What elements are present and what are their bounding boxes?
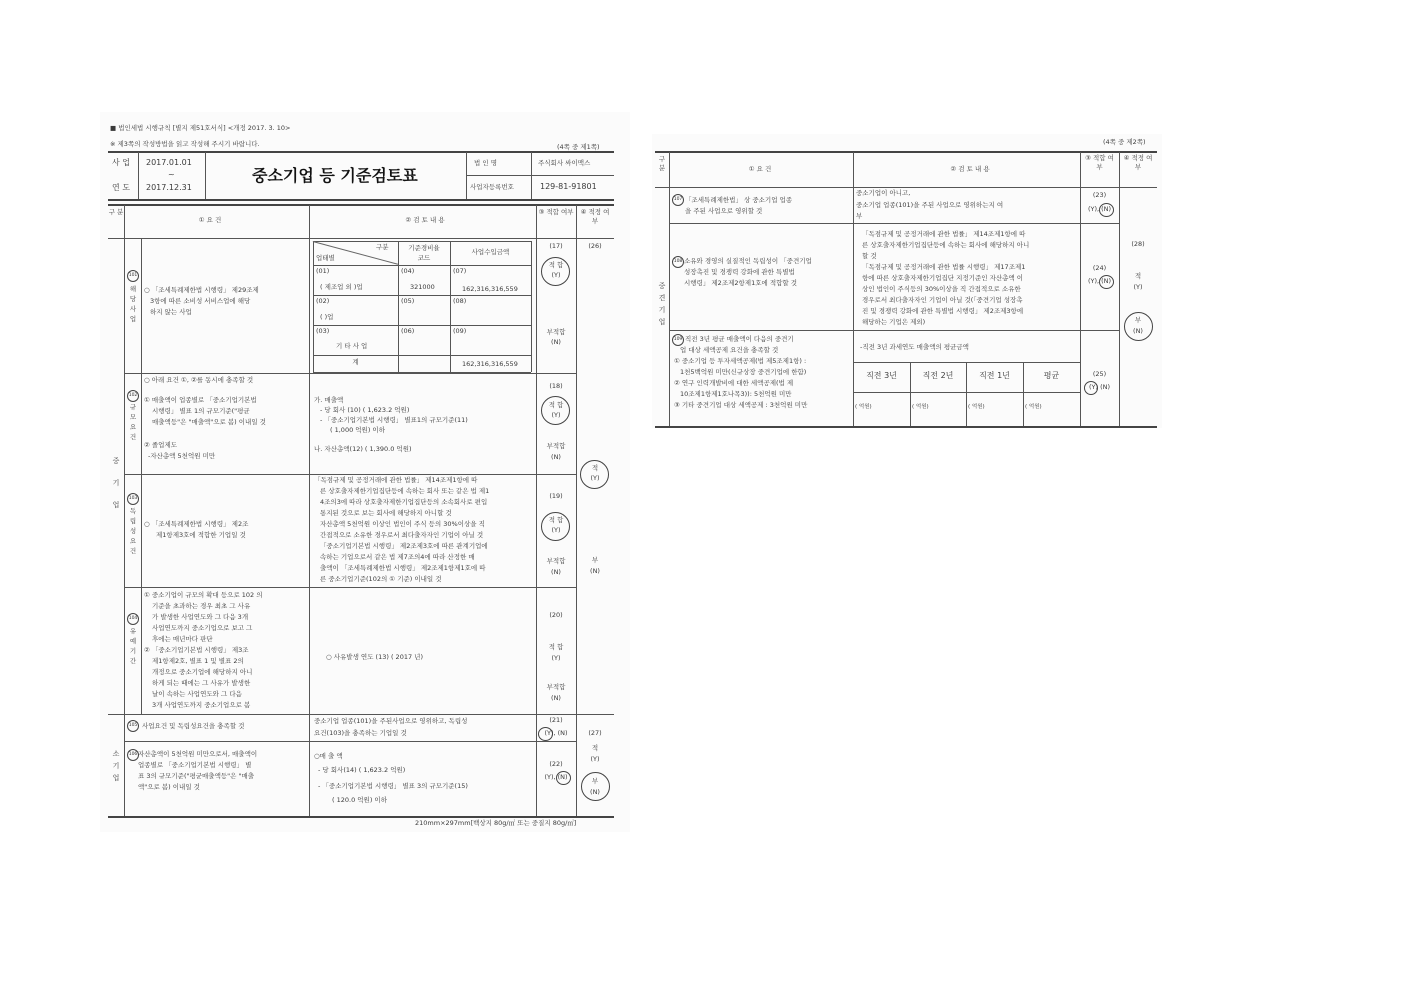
propriety-option: 부 xyxy=(591,556,599,564)
requirement-text: ② 연구 인력개발비에 대한 세액공제(법 제 xyxy=(674,379,794,387)
review-text: 「중소기업기본법 시행령」 제2조제3호에 따른 관계기업에 xyxy=(320,542,488,550)
propriety-option: 적 xyxy=(1134,272,1142,280)
fit-option: (Y), (N) xyxy=(1087,277,1112,285)
review-text: - 「중소기업기본법 시행령」 별표1의 규모기준(11) xyxy=(320,416,468,424)
fit-option: (Y), (N) xyxy=(1087,205,1112,213)
table-header: 코드 xyxy=(417,254,431,262)
biz-no: 129-81-91801 xyxy=(540,182,597,191)
item-number-icon: 106 xyxy=(127,749,139,761)
fit-option: (Y) xyxy=(551,654,561,662)
row-label: 독 립 성 요 건 xyxy=(129,507,137,555)
review-text: 속하는 기업으로서 같은 법 제7조의4에 따라 산정한 매 xyxy=(320,553,475,561)
item-number-icon: 105 xyxy=(127,720,139,732)
review-text: 출액이 「조세특례제한법 시행령」 제2조제1항제1호에 따 xyxy=(320,564,486,572)
review-text: 른 상호출자제한기업집단등에 속하는 회사 또는 같은 법 제1 xyxy=(320,487,490,495)
requirement-text: ② 「중소기업기본법 시행령」 제3조 xyxy=(144,646,249,654)
table-cell: 계 xyxy=(352,358,359,366)
propriety-option: (Y) xyxy=(1133,283,1143,291)
fit-option: (N) xyxy=(551,453,561,461)
propriety-number: (28) xyxy=(1131,240,1145,248)
review-text: 중소기업 업종(101)을 주된사업으로 영위하고, 독립성 xyxy=(314,717,468,725)
review-text: 자산총액 5천억원 이상인 법인이 주식 등의 30%이상을 직 xyxy=(320,520,485,528)
fit-option: 부적합 xyxy=(546,328,566,336)
requirement-text: -자산총액 5천억원 미만 xyxy=(148,452,216,460)
column-header: 구 분 xyxy=(658,155,666,172)
requirement-text: 후에는 매년마다 판단 xyxy=(152,635,213,643)
row-label: 규 모 요 건 xyxy=(129,403,137,441)
requirement-text: 사업요건 및 독립성요건을 충족할 것 xyxy=(142,722,245,730)
fit-option: 적 합 xyxy=(548,516,564,524)
review-text: 중소기업 업종(101)을 주된 사업으로 영위하는지 여 xyxy=(856,201,1004,209)
review-text: 상인 법인이 주식등의 30%이상을 직 간접적으로 소유한 xyxy=(862,285,1021,293)
requirement-text: 성장촉진 및 경쟁력 강화에 관한 특별법 xyxy=(684,268,795,276)
fit-number: (17) xyxy=(549,242,563,250)
propriety-option: 적 xyxy=(591,464,599,472)
fit-number: (23) xyxy=(1092,191,1107,199)
fit-number: (25) xyxy=(1092,370,1107,378)
fit-number: (20) xyxy=(549,611,563,619)
biz-no-label: 사업자등록번호 xyxy=(470,183,514,191)
table-header: 구분 xyxy=(376,243,389,251)
review-text: 나. 자산총액(12) ( 1,390.0 억원) xyxy=(314,445,412,453)
fit-number: (21) xyxy=(549,716,563,724)
requirement-text: 업종별로 「중소기업기본법 시행령」 별 xyxy=(138,761,252,769)
section-label-sme: 중 기 업 xyxy=(112,457,120,509)
requirement-text: 하게 되는 때에는 그 사유가 발생한 xyxy=(152,679,251,687)
column-header: ① 요 건 xyxy=(748,165,772,173)
requirement-text: 3개 사업연도까지 중소기업으로 봄 xyxy=(152,701,251,709)
fit-option: (Y) xyxy=(551,271,561,279)
requirement-text: 액"으로 봄) 이내일 것 xyxy=(138,783,200,791)
column-header: ① 요 건 xyxy=(198,216,222,224)
table-header: 직전 2년 xyxy=(922,371,954,380)
requirement-text: 하지 않는 사업 xyxy=(150,308,192,316)
page-marker: (4쪽 중 제2쪽) xyxy=(1103,138,1146,146)
propriety-option: (N) xyxy=(1133,327,1143,335)
requirement-text: 을 주된 사업으로 영위할 것 xyxy=(685,207,763,215)
table-header: 업태별 xyxy=(316,254,335,262)
review-text: -직전 3년 과세연도 매출액의 평균금액 xyxy=(860,343,969,351)
fit-option: 적 합 xyxy=(548,261,564,269)
requirement-text: 3항에 따른 소비성 서비스업에 해당 xyxy=(150,297,251,305)
year-to: 2017.12.31 xyxy=(146,183,192,192)
requirement-text: 업 대상 세액공제 요건을 충족할 것 xyxy=(680,346,779,354)
requirement-text: 시행령」 별표 1의 규모기준("평균 xyxy=(152,407,250,415)
fit-option: (Y) xyxy=(551,411,561,419)
table-cell: ( 억원) xyxy=(912,404,929,410)
propriety-number: (26) xyxy=(588,242,602,250)
review-text: 부 xyxy=(856,212,863,220)
requirement-text: 가 발생한 사업연도와 그 다음 3개 xyxy=(152,613,249,621)
year-from: 2017.01.01 xyxy=(146,158,192,167)
section-label-midsize: 중 견 기 업 xyxy=(658,282,666,326)
table-cell: (03) xyxy=(316,327,330,335)
requirement-text: ① 매출액이 업종별로 「중소기업기본법 xyxy=(144,396,257,404)
review-text: ○ 사유발생 연도 (13) ( 2017 년) xyxy=(326,653,423,661)
fit-option: (Y) xyxy=(551,526,561,534)
item-number-icon: 102 xyxy=(127,390,139,402)
review-text: 른 중소기업기준(102의 ① 기준) 이내일 것 xyxy=(320,575,442,583)
requirement-text: 제1항제2호, 별표 1 및 별표 2의 xyxy=(152,657,244,665)
review-text: 중소기업이 아니고, xyxy=(856,189,911,197)
year-label: 사 업 xyxy=(112,158,130,167)
table-header: 사업수입금액 xyxy=(471,248,510,256)
fit-option: (Y) (N) xyxy=(1088,383,1111,391)
review-text: ( 1,000 억원) 이하 xyxy=(330,426,385,434)
table-header: 직전 1년 xyxy=(979,371,1010,380)
review-text: 진 및 경쟁력 강화에 관한 특별법 시행령」 제2조제3항에 xyxy=(862,307,1024,315)
table-cell: (02) xyxy=(316,297,330,305)
table-header: 직전 3년 xyxy=(866,371,897,380)
review-text: 른 상호출자제한기업집단등에 속하는 회사에 해당하지 아니 xyxy=(862,241,1030,249)
requirement-text: 소유와 경영의 실질적인 독립성이 「중견기업 xyxy=(684,257,812,265)
fit-option: (N) xyxy=(551,568,561,576)
row-label: 해 당 사 업 xyxy=(129,285,137,323)
form-instruction-note: ※ 제3쪽의 작성방법을 읽고 작성해 주시기 바랍니다. xyxy=(110,140,260,148)
review-text: 요건(103)을 충족하는 기업일 것 xyxy=(314,729,407,737)
table-header: 평균 xyxy=(1043,371,1060,380)
review-text: - 당 회사 (10) ( 1,623.2 억원) xyxy=(320,406,410,414)
page-marker: (4쪽 중 제1쪽) xyxy=(557,143,600,151)
item-number-icon: 101 xyxy=(127,270,139,282)
section-label-small: 소 기 업 xyxy=(112,750,120,782)
corp-name: 주식회사 싸이맥스 xyxy=(538,159,591,167)
propriety-option: 부 xyxy=(1134,316,1142,324)
requirement-text: 표 3의 규모기준("평균매출액등"은 "매출 xyxy=(138,772,255,780)
column-header: ④ 적정 여부 xyxy=(1123,154,1153,171)
fit-number: (18) xyxy=(549,382,563,390)
row-label: 유 예 기 간 xyxy=(129,627,137,665)
review-text: 항에 따른 상호출자제한기업집단 지정기준인 자산총액 이 xyxy=(862,274,1024,282)
fit-option: 부적합 xyxy=(546,442,566,450)
table-cell: 162,316,316,559 xyxy=(462,360,518,368)
review-text: ( 120.0 억원) 이하 xyxy=(332,796,387,804)
review-text: 통지된 것으로 보는 회사에 해당하지 아니할 것 xyxy=(320,509,452,517)
form-header-note: ■ 법인세법 시행규칙 [별지 제51호서식] <개정 2017. 3. 10> xyxy=(110,124,291,132)
table-cell: ( 제조업 외 )업 xyxy=(320,283,363,291)
requirement-text: ② 졸업제도 xyxy=(144,441,178,449)
table-cell: 321000 xyxy=(410,283,435,291)
item-number-icon: 109 xyxy=(672,334,684,346)
review-text: 「독점규제 및 공정거래에 관한 법률」 제14조제1항에 따 xyxy=(314,476,478,484)
fit-option: (N) xyxy=(551,338,561,346)
review-text: - 「중소기업기본법 시행령」 별표 3의 규모기준(15) xyxy=(318,782,468,790)
table-cell: (07) xyxy=(453,267,467,275)
table-header: 기준경비율 xyxy=(408,244,440,252)
column-header: ③ 적합 여부 xyxy=(538,208,574,216)
table-cell: ( 억원) xyxy=(855,404,872,410)
table-cell: 기 타 사 업 xyxy=(336,342,368,350)
item-number-icon: 107 xyxy=(672,194,684,206)
column-header: ③ 적합 여부 xyxy=(1085,154,1114,171)
propriety-option: (Y) xyxy=(590,474,600,482)
form-title: 중소기업 등 기준검토표 xyxy=(252,166,418,185)
table-cell: (09) xyxy=(453,327,467,335)
requirement-text: 매출액등"은 "매출액"으로 봄) 이내일 것 xyxy=(152,418,266,426)
fit-option: 적 합 xyxy=(548,401,564,409)
requirement-text: ○ 「조세특례제한법 시행령」 제29조제 xyxy=(144,286,259,294)
fit-option: (Y), (N) xyxy=(544,773,568,781)
fit-option: 적 합 xyxy=(548,643,564,651)
table-cell: (04) xyxy=(401,267,415,275)
review-text: 할 것 xyxy=(862,252,877,260)
table-cell: (08) xyxy=(453,297,467,305)
requirement-text: 개정으로 중소기업에 해당하지 아니 xyxy=(152,668,253,676)
column-header: ② 검 토 내 용 xyxy=(950,165,990,173)
column-header: 구 분 xyxy=(108,208,124,216)
review-text: 「독점규제 및 공정거래에 관한 법률 시행령」 제17조제1 xyxy=(862,263,1026,271)
propriety-option: 부 xyxy=(591,777,599,785)
requirement-text: 날이 속하는 사업연도와 그 다음 xyxy=(152,690,242,698)
requirement-text: 자산총액이 5천억원 미만으로서, 매출액이 xyxy=(138,750,258,758)
requirement-text: ③ 기타 중견기업 대상 세액공제 : 3천억원 미만 xyxy=(674,401,808,409)
review-text: 4조의3에 따라 상호출자제한기업집단등의 소속회사로 편입 xyxy=(320,498,488,506)
corp-name-label: 법 인 명 xyxy=(474,159,497,167)
table-cell: ( 억원) xyxy=(968,404,985,410)
fit-option: 부적합 xyxy=(546,683,566,691)
requirement-text: 기준을 초과하는 경우 최초 그 사유 xyxy=(152,602,251,610)
item-number-icon: 108 xyxy=(672,256,684,268)
review-text: 가. 매출액 xyxy=(314,396,344,404)
fit-number: (19) xyxy=(549,492,563,500)
propriety-option: 적 xyxy=(591,744,599,752)
year-tilde: ~ xyxy=(168,170,175,179)
requirement-text: 「조세특례제한법」 상 중소기업 업종 xyxy=(685,196,793,204)
requirement-text: 10조제1항제1호나목3)): 5천억원 미만 xyxy=(680,390,792,398)
propriety-number: (27) xyxy=(588,729,602,737)
propriety-option: (N) xyxy=(590,567,600,575)
table-cell: (06) xyxy=(401,327,415,335)
column-header: ④ 적정 여부 xyxy=(580,208,610,225)
fit-option: 부적합 xyxy=(546,557,566,565)
requirement-text: 1천5백억원 미만(신규상장 중견기업에 한함) xyxy=(680,368,807,376)
requirement-text: 직전 3년 평균 매출액이 다음의 중견기 xyxy=(685,335,794,343)
table-cell: ( )업 xyxy=(320,313,334,321)
review-text: 해당하는 기업은 제외) xyxy=(862,318,926,326)
item-number-icon: 103 xyxy=(127,493,139,505)
propriety-option: (Y) xyxy=(590,755,600,763)
review-text: 경우로서 최다출자자인 기업이 아닐 것(「중견기업 성장촉 xyxy=(862,296,1023,304)
requirement-text: 사업연도까지 중소기업으로 보고 그 xyxy=(152,624,253,632)
fit-option: (N) xyxy=(551,694,561,702)
fit-number: (24) xyxy=(1092,264,1107,272)
requirement-text: ① 중소기업 등 투자세액공제(법 제5조제1항) : xyxy=(674,357,807,365)
table-cell: 162,316,316,559 xyxy=(462,285,518,293)
requirement-text: ○ 아래 요건 ①, ②를 동시에 충족할 것 xyxy=(144,376,254,384)
requirement-text: 제1항제3호에 적합한 기업일 것 xyxy=(156,531,246,539)
review-text: 「독점규제 및 공정거래에 관한 법률」 제14조제1항에 따 xyxy=(862,230,1026,238)
table-cell: (01) xyxy=(316,267,330,275)
fit-option: (Y), (N) xyxy=(544,729,568,737)
review-text: - 당 회사(14) ( 1,623.2 억원) xyxy=(318,766,406,774)
review-text: 간접적으로 소유한 경우로서 최다출자자인 기업이 아닐 것 xyxy=(320,531,484,539)
paper-spec-footer: 210mm×297mm[백상지 80g/㎡ 또는 중질지 80g/㎡] xyxy=(415,819,577,827)
requirement-text: ① 중소기업이 규모의 확대 등으로 102 의 xyxy=(144,591,263,599)
fit-number: (22) xyxy=(549,760,563,768)
review-text: ○매 출 액 xyxy=(314,752,343,760)
requirement-text: 시행령」 제2조제2항제1호에 적합할 것 xyxy=(684,279,798,287)
item-number-icon: 104 xyxy=(127,613,139,625)
table-cell: ( 억원) xyxy=(1025,404,1042,410)
column-header: ② 검 토 내 용 xyxy=(405,216,445,224)
propriety-option: (N) xyxy=(590,788,600,796)
requirement-text: ○ 「조세특례제한법 시행령」 제2조 xyxy=(144,520,249,528)
table-cell: (05) xyxy=(401,297,415,305)
year-label: 연 도 xyxy=(112,183,130,192)
